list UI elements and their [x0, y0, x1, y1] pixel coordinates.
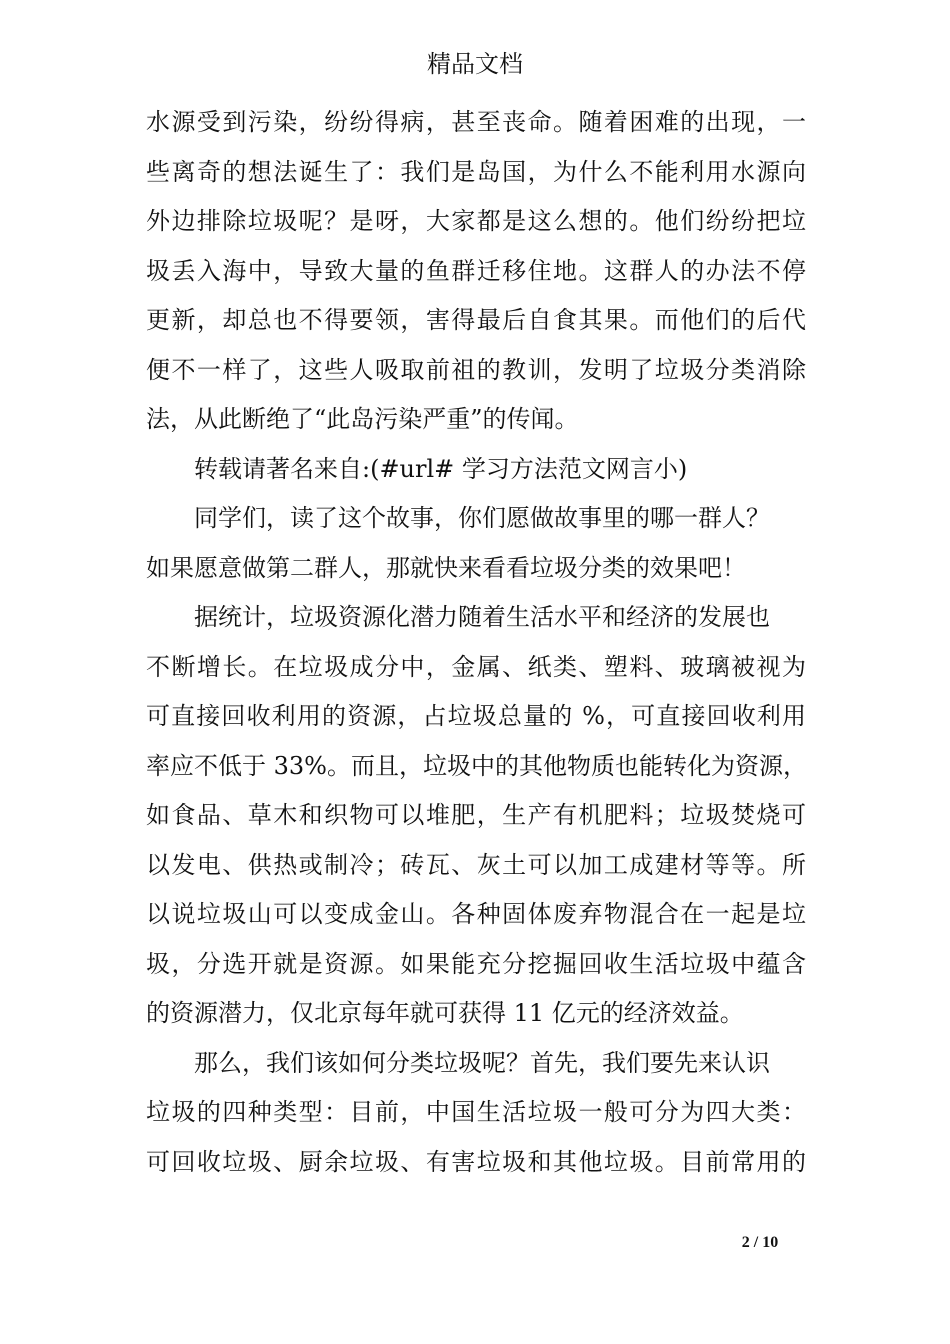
text-line: 法，从此断绝了“此岛污染严重”的传闻。	[146, 405, 579, 433]
paragraph	[146, 445, 806, 495]
text-line: 圾丢入海中，导致大量的鱼群迁移住地。这群人的办法不停	[146, 256, 806, 285]
text-line: 不断增长。在垃圾成分中，金属、纸类、塑料、玻璃被视为	[146, 652, 806, 681]
text-line: 可直接回收利用的资源，占垃圾总量的 %，可直接回收利用	[146, 702, 806, 730]
page-footer	[690, 1232, 830, 1254]
text-line: 外边排除垃圾呢？是呀，大家都是这么想的。他们纷纷把垃	[146, 207, 806, 235]
header-title: 精品文档	[427, 50, 523, 78]
document-body	[146, 98, 806, 1187]
text-line: 便不一样了，这些人吸取前祖的教训，发明了垃圾分类消除	[146, 355, 806, 384]
text-line: 水源受到污染，纷纷得病，甚至丧命。随着困难的出现，一	[146, 108, 806, 136]
text-line: 些离奇的想法诞生了：我们是岛国，为什么不能利用水源向	[146, 157, 806, 186]
page-header	[0, 46, 950, 82]
text-line: 如食品、草木和织物可以堆肥，生产有机肥料；垃圾焚烧可	[146, 801, 806, 829]
reprint-notice: 转载请著名来自:(#url# 学习方法范文网言小)	[194, 454, 688, 483]
text-line: 那么，我们该如何分类垃圾呢？首先，我们要先来认识	[194, 1048, 770, 1077]
paragraph	[146, 1039, 806, 1188]
paragraph	[146, 593, 806, 1039]
paragraph	[146, 494, 806, 593]
text-line: 的资源潜力，仅北京每年就可获得 11 亿元的经济效益。	[146, 999, 744, 1027]
text-line: 以发电、供热或制冷；砖瓦、灰土可以加工成建材等等。所	[146, 850, 806, 879]
text-line: 可回收垃圾、厨余垃圾、有害垃圾和其他垃圾。目前常用的	[146, 1147, 806, 1176]
text-line: 以说垃圾山可以变成金山。各种固体废弃物混合在一起是垃	[146, 900, 806, 928]
text-line: 更新，却总也不得要领，害得最后自食其果。而他们的后代	[146, 306, 806, 334]
text-line: 率应不低于 33%。而且，垃圾中的其他物质也能转化为资源，	[146, 751, 807, 780]
paragraph	[146, 98, 806, 445]
text-line: 如果愿意做第二群人，那就快来看看垃圾分类的效果吧！	[146, 553, 746, 582]
text-line: 垃圾的四种类型：目前，中国生活垃圾一般可分为四大类：	[146, 1098, 806, 1126]
text-line: 同学们，读了这个故事，你们愿做故事里的哪一群人？	[194, 504, 770, 532]
text-line: 圾，分选开就是资源。如果能充分挖掘回收生活垃圾中蕴含	[146, 949, 806, 978]
text-line: 据统计，垃圾资源化潜力随着生活水平和经济的发展也	[194, 603, 770, 631]
page-number: 2 / 10	[741, 1234, 779, 1251]
